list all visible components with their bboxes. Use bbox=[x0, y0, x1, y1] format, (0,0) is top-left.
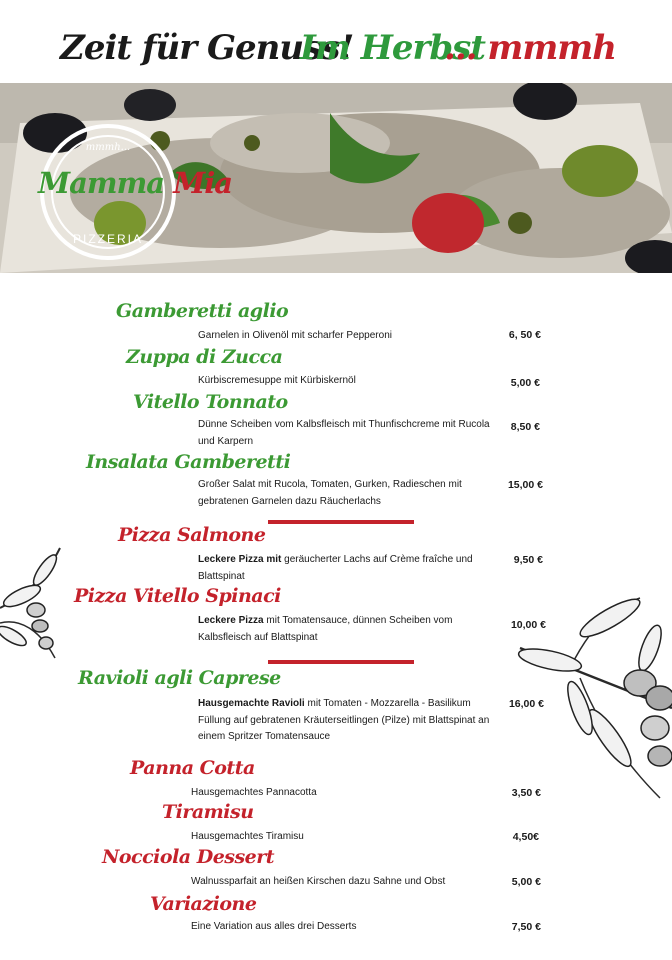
logo-name bbox=[38, 166, 233, 200]
dish-description: Garnelen in Olivenöl mit scharfer Pepperoni bbox=[198, 330, 392, 341]
dish-description: Kürbiscremesuppe mit Kürbiskernöl bbox=[198, 375, 356, 386]
dish-description: Eine Variation aus alles drei Desserts bbox=[191, 921, 357, 932]
dish-description-text: mit Tomaten - Mozzarella - Basilikum Füllung auf gebratenen Kräuterseitlingen (Pilze) mit Blattspinat an einem Spritzer Tomatensauce bbox=[198, 698, 490, 742]
dish-description: Großer Salat mit Rucola, Tomaten, Gurken, Radieschen mit gebratenen Garnelen dazu Räucherlachs bbox=[198, 479, 462, 507]
dish-description: Hausgemachtes Tiramisu bbox=[191, 831, 304, 842]
logo-tagline: mmmh... bbox=[85, 142, 131, 153]
dish-name: Nocciola Dessert bbox=[102, 846, 275, 868]
dish-price: 9,50 € bbox=[513, 554, 543, 566]
dish-description-highlight: Leckere Pizza mit bbox=[198, 554, 282, 565]
section-divider bbox=[268, 660, 414, 664]
dish-price: 6, 50 € bbox=[508, 329, 541, 341]
dish-name: Zuppa di Zucca bbox=[126, 346, 283, 368]
header-season: Im Herbst bbox=[300, 28, 486, 68]
section-divider bbox=[268, 520, 414, 524]
dish-price: 4,50€ bbox=[512, 831, 539, 843]
dish-name: Panna Cotta bbox=[130, 757, 255, 779]
dish-description-text: geräucherter Lachs auf Crème fraîche und Blattspinat bbox=[198, 554, 473, 582]
dish-name: Variazione bbox=[150, 893, 257, 915]
dish-name: Insalata Gamberetti bbox=[86, 451, 291, 473]
dish-price: 7,50 € bbox=[511, 921, 541, 933]
dish-description-highlight: Leckere Pizza bbox=[198, 615, 264, 626]
logo-subtitle: PIZZERIA bbox=[72, 232, 143, 246]
dish-price: 5,00 € bbox=[511, 876, 541, 888]
dish-price: 5,00 € bbox=[510, 377, 540, 389]
logo-name-first: Mamma bbox=[38, 166, 165, 200]
dish-description-highlight: Hausgemachte Ravioli bbox=[198, 698, 305, 709]
dish-price: 15,00 € bbox=[507, 479, 543, 491]
dish-description: Dünne Scheiben vom Kalbsfleisch mit Thunfischcreme mit Rucola und Karpern bbox=[198, 419, 490, 447]
dish-price: 3,50 € bbox=[511, 787, 541, 799]
page-header bbox=[0, 14, 672, 76]
dish-description: Walnussparfait an heißen Kirschen dazu Sahne und Obst bbox=[191, 876, 446, 887]
dish-description bbox=[198, 696, 494, 746]
dish-name: Pizza Salmone bbox=[118, 524, 266, 546]
dish-description bbox=[198, 552, 488, 585]
dish-name: Vitello Tonnato bbox=[133, 391, 288, 413]
dish-description-text: mit Tomatensauce, dünnen Scheiben vom Kalbsfleisch auf Blattspinat bbox=[198, 615, 453, 643]
dish-price: 16,00 € bbox=[508, 698, 544, 710]
header-exclamation: ... mmmh bbox=[444, 28, 616, 68]
dish-price: 8,50 € bbox=[510, 421, 540, 433]
dish-description bbox=[198, 613, 488, 646]
logo-name-second: Mia bbox=[173, 166, 233, 200]
dish-name: Ravioli agli Caprese bbox=[78, 667, 281, 689]
dish-description: Hausgemachtes Pannacotta bbox=[191, 787, 317, 798]
dish-name: Pizza Vitello Spinaci bbox=[74, 585, 281, 607]
header-title: Zeit für Genuss! bbox=[60, 28, 354, 68]
dish-name: Gamberetti aglio bbox=[116, 300, 289, 322]
dish-name: Tiramisu bbox=[162, 801, 254, 823]
dish-price: 10,00 € bbox=[510, 619, 546, 631]
pizzeria-logo bbox=[38, 122, 233, 262]
